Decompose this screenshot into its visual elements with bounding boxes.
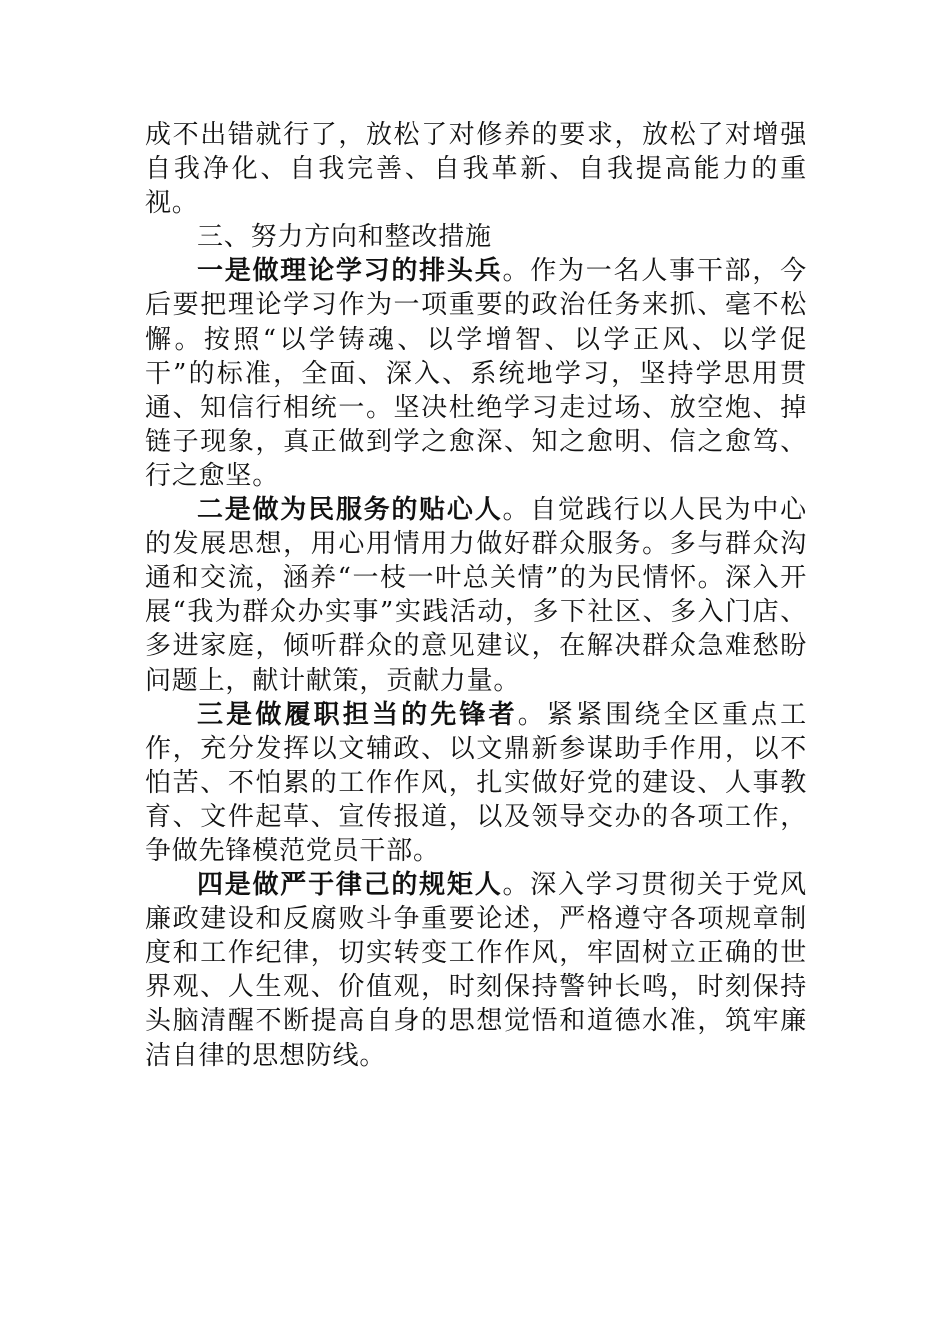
measure-body-2: 。自觉践行以人民为中心的发展思想，用心用情用力做好群众服务。多与群众沟通和交流，涵养“一枝一叶总关情”的为民情怀。深入开展“我为群众办实事”实践活动，多下社区、多入门店、多进家庭，倾听群众的意见建议，在解决群众急难愁盼问题上，献计献策，贡献力量。 <box>145 495 807 696</box>
measure-paragraph-1 <box>145 254 807 493</box>
measure-paragraph-4 <box>145 868 807 1073</box>
measure-lead-3: 三是做履职担当的先锋者 <box>197 699 518 730</box>
measure-body-3: 。紧紧围绕全区重点工作，充分发挥以文辅政、以文鼎新参谋助手作用，以不怕苦、不怕累的工作作风，扎实做好党的建设、人事教育、文件起草、宣传报道，以及领导交办的各项工作，争做先锋模范党员干部。 <box>145 699 807 866</box>
measure-paragraph-2 <box>145 493 807 698</box>
continuation-paragraph: 成不出错就行了，放松了对修养的要求，放松了对增强自我净化、自我完善、自我革新、自我提高能力的重视。 <box>145 120 807 219</box>
section-heading: 三、努力方向和整改措施 <box>197 222 492 253</box>
measure-lead-2: 二是做为民服务的贴心人 <box>197 495 503 526</box>
document-page <box>145 118 807 1073</box>
measure-paragraph-3 <box>145 698 807 868</box>
measure-body-4: 。深入学习贯彻关于党风廉政建设和反腐败斗争重要论述，严格遵守各项规章制度和工作纪律，切实转变工作作风，牢固树立正确的世界观、人生观、价值观，时刻保持警钟长鸣，时刻保持头脑清醒不断提高自身的思想觉悟和道德水准，筑牢廉洁自律的思想防线。 <box>145 870 807 1071</box>
measure-body-1: 。作为一名人事干部，今后要把理论学习作为一项重要的政治任务来抓、毫不松懈。按照“以学铸魂、以学增智、以学正风、以学促干”的标准，全面、深入、系统地学习，坚持学思用贯通、知信行相统一。坚决杜绝学习走过场、放空炮、掉链子现象，真正做到学之愈深、知之愈明、信之愈笃、行之愈坚。 <box>145 256 807 491</box>
measure-lead-1: 一是做理论学习的排头兵 <box>197 256 503 287</box>
measure-lead-4: 四是做严于律己的规矩人 <box>197 870 503 901</box>
